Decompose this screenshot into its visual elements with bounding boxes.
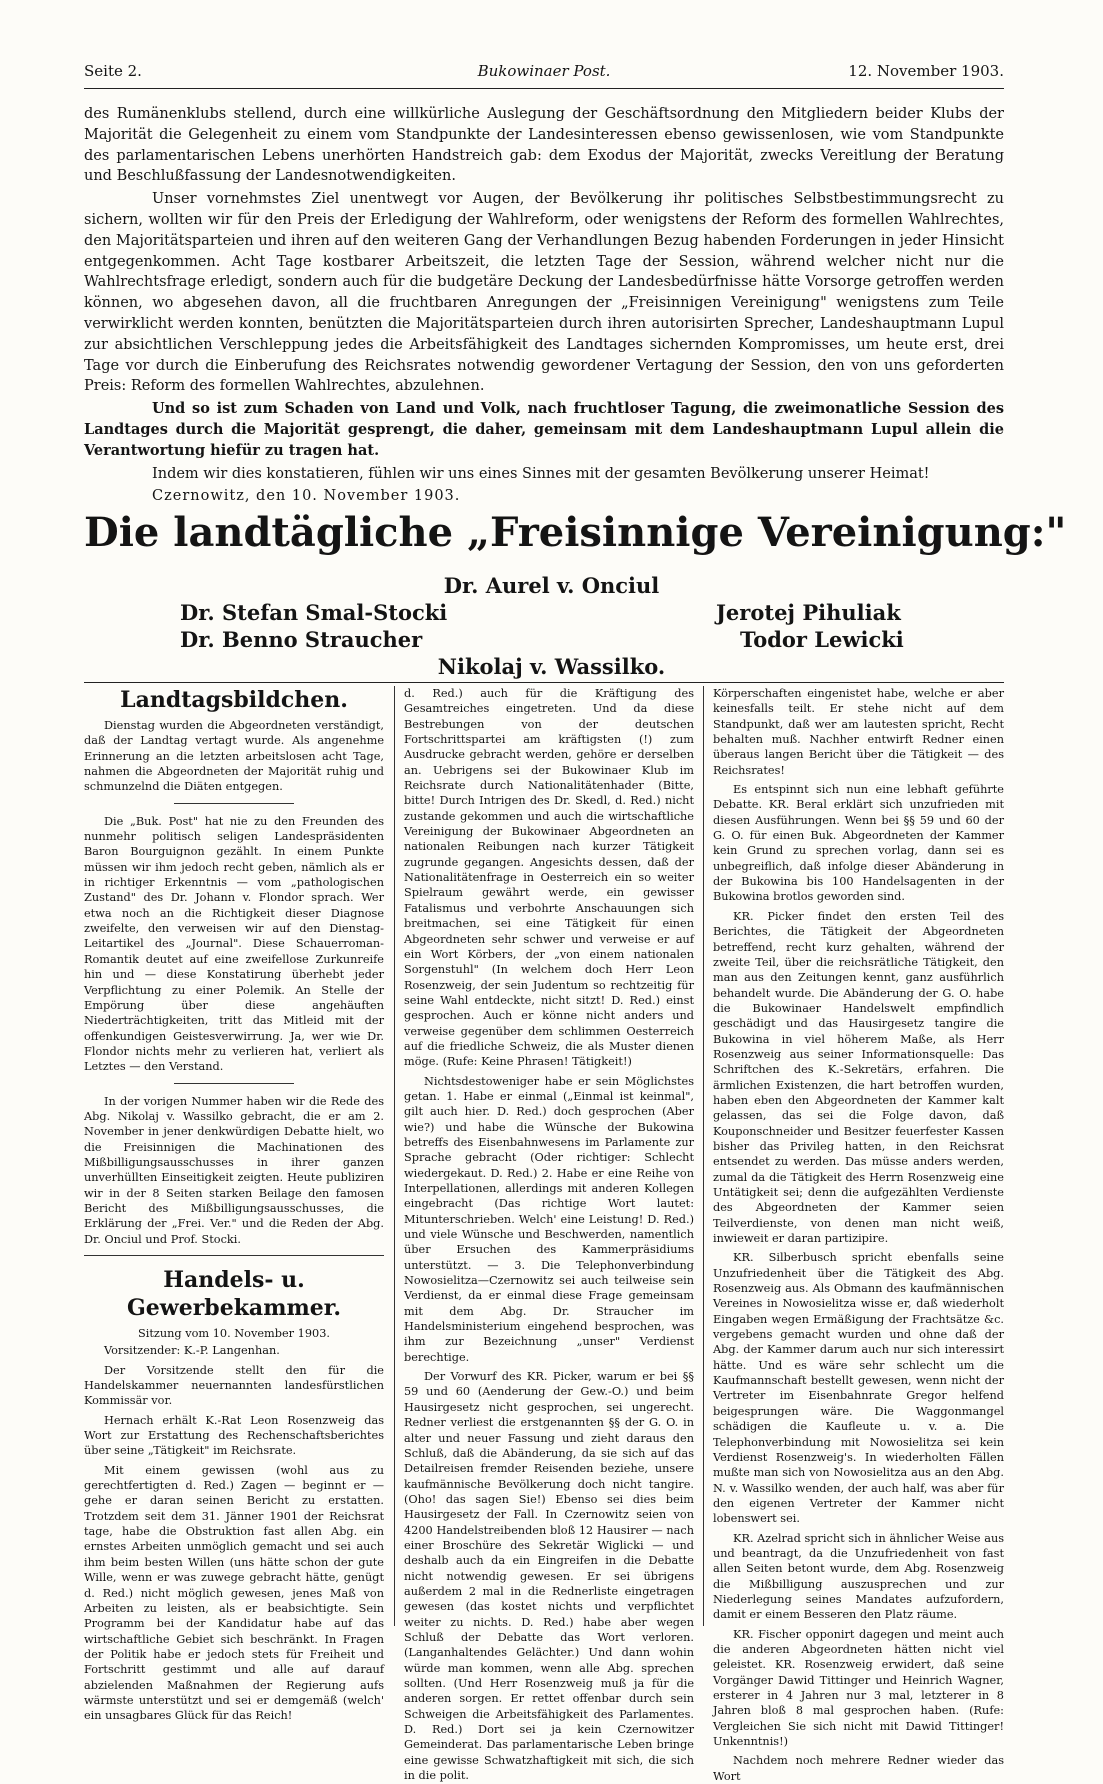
issue-date: 12. November 1903. (848, 62, 1004, 80)
column-divider (394, 686, 395, 1626)
column-2 (404, 686, 694, 1783)
column-3 (713, 686, 1005, 1783)
divider (84, 1255, 384, 1256)
column-1 (84, 686, 384, 1723)
signatory-title: Die landtägliche „Freisinnige Vereinigung:" (84, 509, 1067, 556)
declaration-paragraph: Unser vornehmstes Ziel unentwegt vor Augen, der Bevölkerung ihr politisches Selbstbestimmungsrecht zu sichern, wollten wir für den Preis der Erledigung der Wahlreform, oder wenigstens der Reform des formellen Wahlrechtes, den Majoritätsparteien und ihren auf den weiteren Gang der Verhandlungen Bezug habenden Forderungen in jeder Hinsicht entgegenkommen. Acht Tage kostbarer Arbeitszeit, die letzten Tage der Session, während welcher nicht nur die Wahlrechtsfrage erledigt, sondern auch für die budgetäre Deckung der Landesbedürfnisse hätte Vorsorge getroffen werden können, wo abgesehen davon, all die fruchtbaren Anregungen der „Freisinnigen Vereinigung" wenigstens zum Teile verwirklicht werden konnten, benützten die Majoritätsparteien durch ihren autorisirten Sprecher, Landeshauptmann Lupul zur absichtlichen Verschleppung jedes die Arbeitsfähigkeit des Landtages sichernden Kompromisses, um heute erst, drei Tage vor durch die Einberufung des Reichsrates notwendig gewordener Vertagung der Session, den von uns geforderten Preis: Reform des formellen Wahlrechtes, abzulehnen. (84, 191, 1004, 395)
signatory-name: Dr. Stefan Smal-Stocki (180, 600, 448, 625)
article-paragraph: KR. Picker findet den ersten Teil des Berichtes, die Tätigkeit der Abgeordneten betreffend, recht kurz gehalten, während der zweite Teil, über die reichsrätliche Tätigkeit, den man aus den Zeitungen kennt, ganz ausführlich behandelt wurde. Die Abänderung der G. O. habe die Bukowinaer Handelswelt empfindlich geschädigt und das Hausirgesetz tangire die Bukowina in viel höherem Maße, als Herr Rosenzweig aus seiner Informationsquelle: Das Schriftchen des K.-Sekretärs, erfahren. Die ärmlichen Existenzen, die hart betroffen wurden, haben eben den Abgeordneten der Kammer kalt gelassen, das sei die Folge davon, daß Kouponschneider und Besitzer feuerfester Kassen bisher das Privileg hatten, in den Reichsrat entsendet zu werden. Das müsse anders werden, zumal da die Tätigkeit des Herrn Rosenzweig eine Untätigkeit sei; denn die aufgezählten Verdienste des Abgeordneten der Kammer seien Teilverdienste, von denen man nicht weiß, inwieweit er daran partizipire. (713, 909, 1004, 1246)
declaration-paragraph: Und so ist zum Schaden von Land und Volk, nach fruchtloser Tagung, die zweimonatliche Session des Landtages durch die Majorität gesprengt, die daher, gemeinsam mit dem Landeshauptmann Lupul allein die Verantwortung hiefür zu tragen hat. (84, 400, 1004, 459)
column-divider (703, 686, 704, 1626)
running-head (84, 62, 1004, 86)
signatory-name: Dr. Aurel v. Onciul (443, 573, 660, 598)
signatory-name: Jerotej Pihuliak (716, 600, 901, 625)
article-paragraph: Hernach erhält K.-Rat Leon Rosenzweig das Wort zur Erstattung des Rechenschaftsberichtes über seine „Tätigkeit" im Reichsrate. (84, 1413, 384, 1458)
article-paragraph: KR. Fischer opponirt dagegen und meint auch die anderen Abgeordneten hätten nicht viel geleistet. KR. Rosenzweig erwidert, daß seine Vorgänger Dawid Tittinger und Heinrich Wagner, ersterer in 4 Jahren nur 3 mal, letzterer in 8 Jahren bloß 8 mal gesprochen haben. (Rufe: Vergleichen Sie sich nicht mit Dawid Tittinger! Unkenntnis!) (713, 1627, 1004, 1749)
declaration-paragraph: Indem wir dies konstatieren, fühlen wir uns eines Sinnes mit der gesamten Bevölkerung unserer Heimat! (152, 465, 930, 482)
article-paragraph: In der vorigen Nummer haben wir die Rede des Abg. Nikolaj v. Wassilko gebracht, die er am 2. November in jener denkwürdigen Debatte hielt, wo die Freisinnigen die Machinationen des Mißbilligungsausschusses in ihrer ganzen unverhüllten Einseitigkeit zeigten. Heute publiziren wir in der 8 Seiten starken Beilage den famosen Bericht des Mißbilligungsausschusses, die Erklärung der „Frei. Ver." und die Reden der Abg. Dr. Onciul und Prof. Stocki. (84, 1094, 384, 1246)
declaration-text (84, 104, 1004, 509)
chair-line: Vorsitzender: K.-P. Langenhan. (104, 1344, 280, 1358)
article-paragraph: KR. Silberbusch spricht ebenfalls seine Unzufriedenheit über die Tätigkeit des Abg. Rosenzweig aus. Als Obmann des kaufmännischen Vereines in Nowosielitza wisse er, daß wiederholt Eingaben wegen Ermäßigung der Frachtsätze &c. vergebens gemacht wurden und ohne daß der Abg. der Kammer darum auch nur sich interessirt hätte. Und es wäre sehr schlecht um die Kaufmannschaft bestellt gewesen, wenn nicht der Vertreter im Eisenbahnrate Gregor helfend beigesprungen wäre. Die Waggonmangel schädigen die Kaufleute u. v. a. Die Telephonverbindung mit Nowosielitza sei kein Verdienst Rosenzweig's. In wiederholten Fällen mußte man sich von Nowosielitza aus an den Abg. N. v. Wassilko wenden, der auch half, was aber für den eigenen Vertreter der Kammer nicht lobenswert sei. (713, 1251, 1004, 1526)
dateline: Czernowitz, den 10. November 1903. (152, 488, 461, 505)
article-paragraph: Nichtsdestoweniger habe er sein Möglichstes getan. 1. Habe er einmal („Einmal ist keinmal", gilt auch hier. D. Red.) doch gesprochen (Aber wie?) und habe die Wünsche der Bukowina betreffs des Eisenbahnwesens im Parlamente zur Sprache gebracht (Oder richtiger: Schlecht wiedergekaut. D. Red.) 2. Habe er eine Reihe von Interpellationen, allerdings mit anderen Kollegen eingebracht (Das richtige Wort lautet: Mitunterschrieben. Welch' eine Leistung! D. Red.) und viele Wünsche und Beschwerden, namentlich über Ersuchen des Kammerpräsidiums unterstützt. — 3. Die Telephonverbindung Nowosielitza—Czernowitz sei auch teilweise sein Verdienst, da er einmal diese Frage gemeinsam mit dem Abg. Dr. Straucher im Handelsministerium eingehend besprochen, was ihm zur Bezeichnung „unser" Verdienst berechtige. (404, 1074, 694, 1364)
section-rule (84, 682, 1004, 683)
article-paragraph: Mit einem gewissen (wohl aus zu gerechtfertigten d. Red.) Zagen — beginnt er — gehe er daran seinen Bericht zu erstatten. Trotzdem seit dem 31. Jänner 1901 der Reichsrat tage, habe die Obstruktion fast allen Abg. ein ernstes Arbeiten unmöglich gemacht und sei auch ihm beim besten Willen (uns hätte schon der gute Wille, wenn er was zuwege gebracht hätte, genügt d. Red.) nicht möglich gewesen, jenes Maß von Arbeiten zu leisten, als er beabsichtigte. Sein Programm bei der Kandidatur habe auf das wirtschaftliche Gebiet sich beschränkt. In Fragen der Politik habe er jedoch stets für Freiheit und Fortschritt gestimmt und alle auf darauf abzielenden Maßnahmen der Regierung aufs wärmste unterstützt und sei er demgemäß (welch' ein unsagbares Glück für das Reich! (84, 1463, 384, 1723)
article-paragraph: Der Vorsitzende stellt den für die Handelskammer neuernannten landesfürstlichen Kommissär vor. (84, 1363, 384, 1408)
article-paragraph: d. Red.) auch für die Kräftigung des Gesamtreiches eingetreten. Und da diese Bestrebungen von der deutschen Fortschrittspartei am kräftigsten (!) zum Ausdrucke gebracht werden, gehöre er derselben an. Uebrigens sei der Bukowinaer Klub im Reichsrate durch Nationalitätenhader (Bitte, bitte! Durch Intrigen des Dr. Skedl, d. Red.) nicht zustande gekommen und auch die wirtschaftliche Vereinigung der Bukowinaer Abgeordneten an nationalen Reibungen nach kurzer Tätigkeit zugrunde gegangen. Angesichts dessen, daß der Nationalitätenfrage in Oesterreich ein so weiter Spielraum gewährt werde, ein gewisser Fatalismus und verbohrte Anschauungen sich breitmachen, sei eine Tätigkeit für einen Abgeordneten sehr schwer und verweise er auf ein Wort Körbers, der „von einem nationalen Sorgenstuhl" (In welchem doch Herr Leon Rosenzweig, der sein Judentum so rechtzeitig für seine Wahl entdeckte, nicht sitzt! D. Red.) einst gesprochen. Auch er könne nicht anders und verweise gegenüber dem schlimmen Oesterreich auf die friedliche Schweiz, die als Muster dienen möge. (Rufe: Keine Phrasen! Tätigkeit!) (404, 687, 694, 1069)
declaration-paragraph: des Rumänenklubs stellend, durch eine willkürliche Auslegung der Geschäftsordnung den Mitgliedern beider Klubs der Majorität die Gelegenheit zu einem vom Standpunkte der Landesinteressen ebenso gewissenlosen, wie vom Standpunkte des parlamentarischen Lebens unerhörten Handstreich gab: dem Exodus der Majorität, zwecks Vereitlung der Beratung und Beschlußfassung der Landesnotwendigkeiten. (84, 106, 1004, 185)
signatory-name: Todor Lewicki (740, 627, 904, 652)
header-rule (84, 88, 1004, 89)
article-paragraph: Körperschaften eingenistet habe, welche er aber keinesfalls teilt. Er stehe nicht auf dem Standpunkt, daß wer am lautesten spricht, Recht behalten muß. Nachher entwirft Redner einen überaus langen Bericht über die Tätigkeit — des Reichsrates! (713, 687, 1004, 777)
article-paragraph: Die „Buk. Post" hat nie zu den Freunden des nunmehr politisch seligen Landespräsidenten Baron Bourguignon gezählt. In einem Punkte müssen wir ihm jedoch recht geben, nämlich als er in richtiger Erkenntnis — vom „pathologischen Zustand" des Dr. Johann v. Flondor sprach. Wer etwa noch an die Richtigkeit dieser Diagnose zweifelte, den verweisen wir auf den Dienstag-Leitartikel des „Journal". Diese Schauerroman-Romantik deutet auf eine zweifellose Zurkunreife hin und — diese Konstatirung überhebt jeder Verpflichtung zu einer Polemik. An Stelle der Empörung über diese angehäuften Niederträchtigkeiten, tritt das Mitleid mit der offenkundigen Geistesverwirrung. Ja, wer wie Dr. Flondor nichts mehr zu verlieren hat, verliert als Letztes — den Verstand. (84, 814, 384, 1074)
article-paragraph: Es entspinnt sich nun eine lebhaft geführte Debatte. KR. Beral erklärt sich unzufrieden mit diesen Ausführungen. Wenn bei §§ 59 und 60 der G. O. für einen Buk. Abgeordneten der Kammer kein Grund zu sprechen vorlag, dann sei es unbegreiflich, daß infolge dieser Abänderung in der Bukowina bis 100 Handelsagenten in der Bukowina brotlos geworden sind. (713, 783, 1004, 904)
divider (174, 1083, 294, 1084)
sitting-line: Sitzung vom 10. November 1903. (138, 1327, 330, 1340)
article-paragraph: Dienstag wurden die Abgeordneten verständigt, daß der Landtag vertagt wurde. Als angenehme Erinnerung an die letzten arbeitslosen acht Tage, nahmen die Abgeordneten der Majorität ruhig und schmunzelnd die Diäten entgegen. (84, 719, 384, 794)
article-paragraph: Der Vorwurf des KR. Picker, warum er bei §§ 59 und 60 (Aenderung der Gew.-O.) und beim Hausirgesetz nicht gesprochen, sei ungerecht. Redner verliest die erstgenannten §§ der G. O. in alter und neuer Fassung und zieht daraus den Schluß, daß die Abänderung, da sie sich auf das Detailreisen fremder Reisenden beziehe, unsere kaufmännische Bevölkerung doch nicht tangire. (Oho! das sagen Sie!) Ebenso sei dies beim Hausirgesetz der Fall. In Czernowitz seien von 4200 Handelstreibenden bloß 12 Hausirer — nach einer Broschüre des Sekretär Wiglicki — und deshalb auch da ein Eingreifen in die Debatte nicht notwendig gewesen. Er sei übrigens außerdem 2 mal in die Rednerliste eingetragen gewesen (das kostet nichts und verpflichtet weiter zu nichts. D. Red.) habe aber wegen Schluß der Debatte das Wort verloren. (Langanhaltendes Gelächter.) Und dann wohin würde man kommen, wenn alle Abg. sprechen sollten. (Und Herr Rosenzweig muß ja für die anderen sorgen. Er rettet offenbar durch sein Schweigen die Arbeitsfähigkeit des Parlamentes. D. Red.) Dort sei ja kein Czernowitzer Gemeinderat. Das parlamentarische Leben bringe eine gewisse Schwatzhaftigkeit mit sich, die sich in die polit. (404, 1370, 694, 1783)
signatory-name: Dr. Benno Straucher (180, 627, 423, 652)
page-number: Seite 2. (84, 62, 142, 80)
article-paragraph: Nachdem noch mehrere Redner wieder das Wort (713, 1754, 1004, 1783)
article-paragraph: KR. Azelrad spricht sich in ähnlicher Weise aus und beantragt, da die Unzufriedenheit von fast allen Seiten betont wurde, dem Abg. Rosenzweig die Mißbilligung auszusprechen und zur Niederlegung seines Mandates aufzufordern, damit er einem Besseren den Platz räume. (713, 1531, 1005, 1622)
article-heading: Handels- u. Gewerbekammer. (127, 1267, 341, 1321)
signatory-name: Nikolaj v. Wassilko. (437, 654, 666, 679)
divider (174, 803, 294, 804)
newspaper-name: Bukowinaer Post. (477, 62, 611, 80)
article-heading: Landtagsbildchen. (120, 687, 348, 713)
